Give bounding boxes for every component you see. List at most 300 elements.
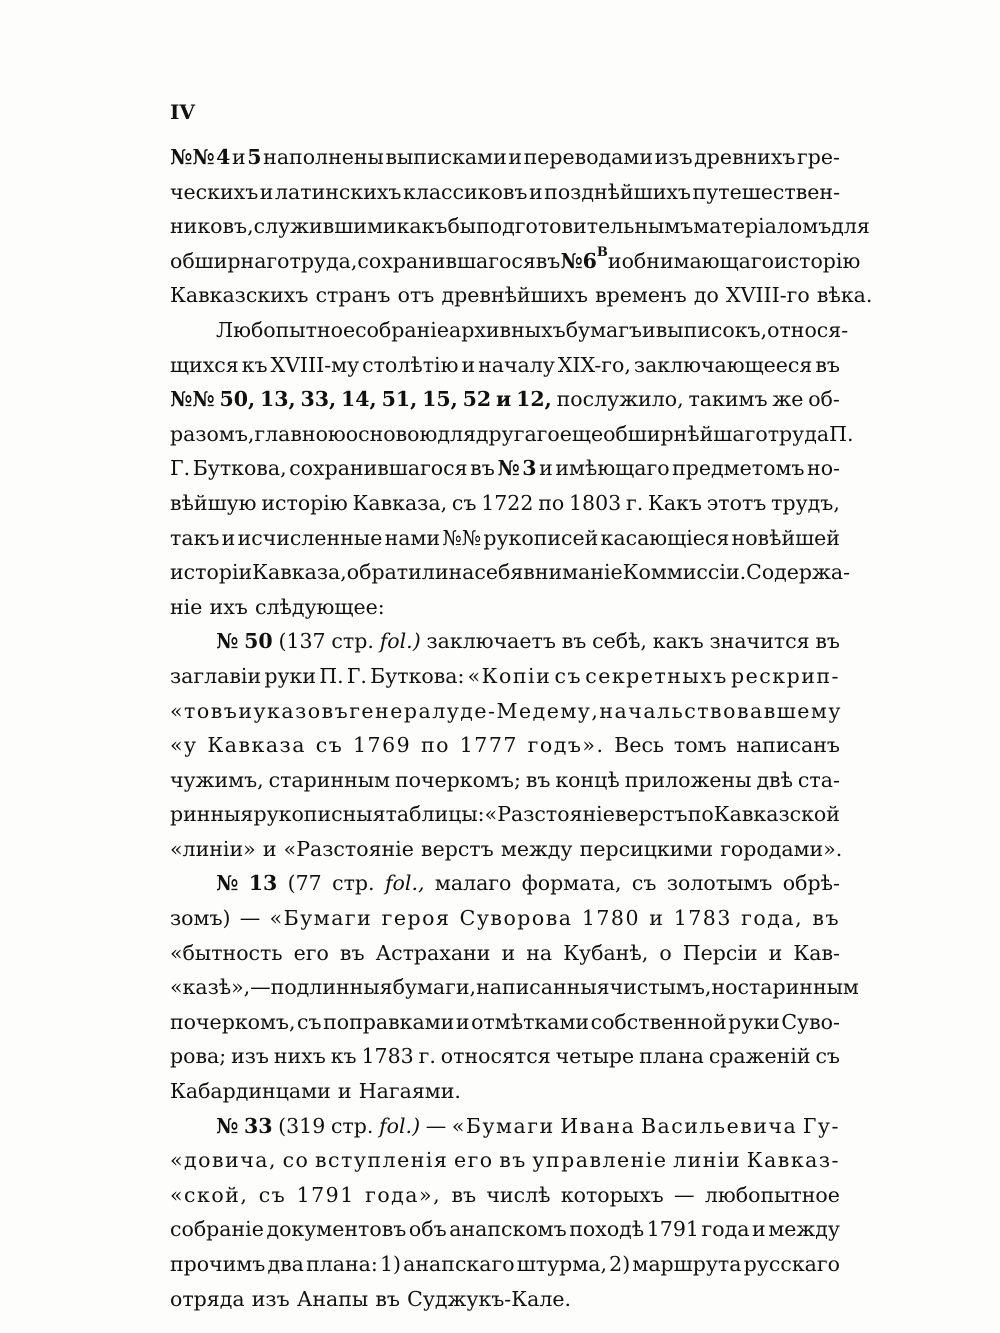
word: «довича, xyxy=(170,1148,278,1173)
word: года», xyxy=(365,1182,442,1207)
word: томъ xyxy=(673,733,727,758)
word: 2) xyxy=(609,1252,631,1276)
word: нами xyxy=(384,525,441,550)
word: г. xyxy=(418,1044,436,1069)
word: поправками xyxy=(323,1009,455,1034)
word: въ xyxy=(815,352,840,377)
text-line xyxy=(170,866,840,901)
word: заключаетъ xyxy=(426,629,556,654)
word: о xyxy=(659,940,672,965)
word: собраніе xyxy=(355,317,449,342)
word: съ xyxy=(315,733,344,758)
word: архивныхъ xyxy=(448,317,566,342)
word: 1783 xyxy=(361,1044,414,1069)
text-line xyxy=(170,694,840,729)
word: № xyxy=(560,248,583,273)
text-line xyxy=(170,728,840,763)
word: въ xyxy=(470,456,495,481)
word: для xyxy=(831,214,870,239)
word: еще xyxy=(559,421,604,446)
word: рова; xyxy=(170,1044,227,1069)
word: наполнены xyxy=(263,145,384,169)
word: по xyxy=(538,490,565,515)
word: какъ xyxy=(652,629,704,654)
word: де-Медему, xyxy=(460,698,600,723)
word: любопытное xyxy=(704,1182,840,1207)
word: бумаги, xyxy=(392,975,477,1000)
text-line xyxy=(170,763,840,798)
word: № xyxy=(216,629,239,654)
word: сраженій xyxy=(708,1044,811,1069)
word: B xyxy=(596,244,608,260)
word: съ xyxy=(297,1009,322,1034)
word: значится xyxy=(709,629,810,654)
word: себя xyxy=(474,560,524,585)
word: исчисленные xyxy=(237,525,383,550)
word: въ xyxy=(535,248,561,273)
word: рукописныя xyxy=(253,802,386,827)
word: «Бумаги xyxy=(451,1113,555,1138)
word: изъ xyxy=(251,1286,290,1311)
word: бы xyxy=(447,214,477,239)
word: Кавказской xyxy=(713,802,840,827)
word: 1791 xyxy=(646,1217,699,1242)
word: такъ xyxy=(170,525,220,550)
word: XVIII-му xyxy=(270,352,360,377)
word: путешествен- xyxy=(692,179,840,204)
word: въ xyxy=(499,1148,527,1173)
word: изъ xyxy=(654,145,693,169)
word: и xyxy=(508,145,523,169)
word: ніе xyxy=(170,594,203,619)
word: и xyxy=(221,525,236,550)
word: къ xyxy=(330,1044,357,1069)
word: золотымъ xyxy=(666,871,773,896)
word: анапскаго xyxy=(403,1252,515,1276)
text-line xyxy=(170,244,861,279)
word: между xyxy=(500,836,573,861)
word: 51, xyxy=(381,387,418,412)
word: и xyxy=(768,940,783,965)
word: и xyxy=(262,836,277,861)
body-text xyxy=(170,140,873,1316)
word: Г. xyxy=(346,663,367,688)
word: почеркомъ; xyxy=(394,767,521,792)
word: и xyxy=(607,248,622,273)
word: героя xyxy=(381,906,451,931)
word: плана: xyxy=(306,1252,378,1276)
text-line xyxy=(170,348,840,383)
word: имѣющаго xyxy=(555,456,670,481)
word: и xyxy=(649,906,665,931)
word: въ xyxy=(561,629,587,654)
text-line xyxy=(170,970,859,1005)
word: начальствовавшему xyxy=(599,698,842,723)
word: вѣка. xyxy=(816,283,873,308)
word: другаго xyxy=(475,421,560,446)
word: управленіе xyxy=(532,1148,668,1173)
word: № xyxy=(216,871,239,896)
text-line xyxy=(170,175,840,210)
word: анапскомъ xyxy=(449,1217,567,1242)
word: между xyxy=(768,1217,840,1242)
word: обрѣ- xyxy=(782,871,840,896)
word: по xyxy=(420,733,450,758)
word: въ xyxy=(525,767,551,792)
word: Гу- xyxy=(802,1113,840,1138)
word: подготовительнымъ xyxy=(476,214,694,239)
text-line xyxy=(170,901,840,936)
word: въ xyxy=(339,940,365,965)
word: этотъ xyxy=(706,490,767,515)
word: бумагъ xyxy=(565,317,643,342)
word: старинным xyxy=(268,767,391,792)
text-line xyxy=(170,451,840,486)
word: два xyxy=(267,1252,304,1276)
word: Васильевича xyxy=(640,1113,798,1138)
text-line xyxy=(170,797,840,832)
word: исторію xyxy=(261,490,348,515)
word: верстъ xyxy=(614,802,688,827)
word: малаго xyxy=(434,871,512,896)
text-line xyxy=(170,590,840,625)
word: Буткова: xyxy=(370,663,465,688)
word: маршрута xyxy=(632,1252,742,1276)
text-line xyxy=(170,832,843,867)
word: предметомъ xyxy=(672,456,805,481)
text-line xyxy=(170,1282,840,1317)
word: 12, xyxy=(516,387,552,412)
word: приложены xyxy=(624,767,752,792)
word: касающіеся xyxy=(600,525,730,550)
word: Какъ xyxy=(648,490,702,515)
word: и xyxy=(539,456,553,481)
word: штурма, xyxy=(516,1252,607,1276)
word: 3 xyxy=(522,456,537,481)
word: щихся xyxy=(170,352,239,377)
word: «ской, xyxy=(170,1182,249,1207)
word: для xyxy=(437,421,476,446)
word: № xyxy=(216,1113,239,1138)
word: началу xyxy=(478,352,555,377)
word: обширнѣйшаго xyxy=(603,421,768,446)
word: такимъ xyxy=(688,387,768,412)
text-line xyxy=(170,1178,840,1213)
word: рескрип- xyxy=(731,663,840,688)
word: (77 xyxy=(287,871,322,896)
word: классиковъ xyxy=(403,179,528,204)
word: 5 xyxy=(247,145,262,169)
word: написанныя xyxy=(476,975,610,1000)
word: Кавказа, xyxy=(252,560,347,585)
word: основою xyxy=(345,421,438,446)
word: служившими xyxy=(253,214,397,239)
word: и xyxy=(232,145,246,169)
word: съ xyxy=(631,871,657,896)
word: со xyxy=(282,1148,310,1173)
word: «Разстояніе xyxy=(283,836,414,861)
word: Коммиссіи. xyxy=(622,560,747,585)
text-line xyxy=(170,140,840,175)
text-line xyxy=(170,1143,840,1178)
word: древнѣйшихъ xyxy=(441,283,588,308)
word: Суджукъ-Кале. xyxy=(407,1286,571,1311)
word: №№ xyxy=(170,145,215,169)
word: fol.) xyxy=(379,629,421,654)
word: обратили xyxy=(346,560,449,585)
word: 50 xyxy=(244,629,273,654)
word: его xyxy=(293,940,329,965)
word: (319 xyxy=(278,1113,326,1138)
text-line xyxy=(170,313,849,348)
word: — xyxy=(239,906,261,931)
word: никовъ, xyxy=(170,214,254,239)
word: «Разстояніе xyxy=(484,802,615,827)
word: старинным xyxy=(737,975,859,1000)
word: — xyxy=(425,1113,447,1138)
word: относя- xyxy=(767,317,849,342)
word: «у xyxy=(170,733,198,758)
text-line xyxy=(170,624,840,659)
word: послужило, xyxy=(556,387,684,412)
word: сохранившагося xyxy=(357,248,536,273)
text-line xyxy=(170,521,840,556)
word: № xyxy=(497,456,520,481)
word: зомъ) xyxy=(170,906,231,931)
word: и xyxy=(337,1079,352,1104)
word: числѣ xyxy=(486,1182,551,1207)
word: въ xyxy=(451,1182,477,1207)
word: себѣ, xyxy=(592,629,647,654)
word: «казѣ»,—подлинныя xyxy=(170,975,393,1000)
word: персицкими xyxy=(579,836,714,861)
word: формата, xyxy=(521,871,622,896)
word: ринныя xyxy=(170,802,254,827)
word: въ xyxy=(375,1286,400,1311)
word: Астрахани xyxy=(375,940,491,965)
word: 14, xyxy=(341,387,377,412)
word: стр. xyxy=(332,871,375,896)
word: главною xyxy=(254,421,346,446)
word: до xyxy=(693,283,719,308)
word: секретныхъ xyxy=(585,663,728,688)
word: русскаго xyxy=(743,1252,840,1276)
word: съ xyxy=(451,490,477,515)
word: новѣйшей xyxy=(731,525,840,550)
word: походѣ xyxy=(569,1217,645,1242)
word: древнихъ xyxy=(694,145,796,169)
text-line xyxy=(170,209,870,244)
text-line xyxy=(170,936,840,971)
word: обширнаго xyxy=(170,248,290,273)
word: годъ». xyxy=(527,733,605,758)
word: матеріаломъ xyxy=(693,214,832,239)
word: позднѣйшихъ xyxy=(544,179,691,204)
word: на xyxy=(526,940,553,965)
word: и xyxy=(455,1009,470,1034)
word: нихъ xyxy=(273,1044,326,1069)
word: таблицы: xyxy=(385,802,485,827)
word: городами». xyxy=(720,836,843,861)
word: заглавіи xyxy=(170,663,262,688)
word: «бытность xyxy=(170,940,283,965)
word: Г. xyxy=(170,456,191,481)
word: 1722 xyxy=(481,490,534,515)
word: отряда xyxy=(170,1286,245,1311)
word: Кав- xyxy=(793,940,840,965)
word: труда xyxy=(767,421,830,446)
word: Содержа- xyxy=(746,560,851,585)
word: XVIII-го xyxy=(726,283,810,308)
word: документовъ xyxy=(266,1217,407,1242)
word: переводами xyxy=(523,145,654,169)
word: гре- xyxy=(797,145,840,169)
word: 33, xyxy=(300,387,337,412)
word: относятся xyxy=(440,1044,551,1069)
word: Кавказа, xyxy=(352,490,448,515)
word: «Бумаги xyxy=(269,906,373,931)
word: Анапы xyxy=(296,1286,369,1311)
page-number: IV xyxy=(170,100,195,124)
word: выписокъ, xyxy=(655,317,768,342)
word: въ xyxy=(815,629,840,654)
word: «линіи» xyxy=(170,836,256,861)
word: написанъ xyxy=(736,733,840,758)
word: стр. xyxy=(330,1113,374,1138)
word: исторію xyxy=(773,248,861,273)
word: двѣ xyxy=(756,767,793,792)
word: трудъ, xyxy=(771,490,840,515)
word: руки xyxy=(264,663,317,688)
word: и xyxy=(461,352,476,377)
text-line xyxy=(170,1212,840,1247)
word: верстъ xyxy=(421,836,494,861)
text-line xyxy=(170,659,840,694)
word: 1783 xyxy=(673,906,732,931)
word: — xyxy=(674,1182,695,1207)
word: заключающееся xyxy=(633,352,813,377)
word: плана xyxy=(639,1044,704,1069)
word: fol., xyxy=(384,871,425,896)
word: Кубанѣ, xyxy=(563,940,649,965)
word: (137 xyxy=(278,629,326,654)
word: 1791 xyxy=(296,1182,355,1207)
word: временъ xyxy=(595,283,687,308)
word: П. xyxy=(319,663,344,688)
word: Кавказскихъ xyxy=(170,283,309,308)
word: почеркомъ, xyxy=(170,1009,296,1034)
word: какъ xyxy=(396,214,448,239)
word: же xyxy=(772,387,804,412)
word: Персіи xyxy=(682,940,758,965)
word: прочимъ xyxy=(170,1252,266,1276)
word: чужимъ, xyxy=(170,767,264,792)
word: но- xyxy=(807,456,840,481)
word: года xyxy=(701,1217,750,1242)
word: 50, xyxy=(219,387,256,412)
word: 33 xyxy=(243,1113,273,1138)
text-line xyxy=(170,1005,840,1040)
word: Весь xyxy=(614,733,665,758)
word: выписками xyxy=(385,145,507,169)
word: слѣдующее: xyxy=(254,594,385,619)
word: вступленія xyxy=(314,1148,449,1173)
word: 1769 xyxy=(353,733,412,758)
word: линіи xyxy=(673,1148,742,1173)
word: г. xyxy=(625,490,644,515)
word: объ xyxy=(408,1217,447,1242)
word: концѣ xyxy=(555,767,620,792)
word: 13, xyxy=(259,387,296,412)
word: и xyxy=(496,387,512,412)
word: руки xyxy=(728,1009,780,1034)
word: указовъ xyxy=(253,698,350,723)
word: вниманіе xyxy=(523,560,623,585)
word: «товъ xyxy=(170,698,239,723)
word: Суво- xyxy=(781,1009,840,1034)
word: сохранившагося xyxy=(289,456,468,481)
word: стр. xyxy=(331,629,374,654)
word: съ xyxy=(815,1044,840,1069)
word: латинскихъ xyxy=(274,179,402,204)
word: съ xyxy=(554,663,583,688)
text-line xyxy=(170,1074,840,1109)
word: «Копіи xyxy=(467,663,552,688)
word: столѣтію xyxy=(362,352,459,377)
word: чистымъ, xyxy=(609,975,712,1000)
text-line xyxy=(170,417,854,452)
word: къ xyxy=(241,352,268,377)
word: 15, xyxy=(422,387,458,412)
word: и xyxy=(238,698,254,723)
word: №№ xyxy=(170,387,215,412)
word: отъ xyxy=(397,283,435,308)
word: изъ xyxy=(231,1044,269,1069)
text-line xyxy=(170,1247,840,1282)
word: 52 xyxy=(462,387,492,412)
word: на xyxy=(448,560,475,585)
word: Суворова xyxy=(459,906,573,931)
word: 1803 xyxy=(569,490,622,515)
word: Нагаями. xyxy=(358,1079,461,1104)
word: странъ xyxy=(315,283,391,308)
word: рукописей xyxy=(483,525,599,550)
word: 1777 xyxy=(459,733,518,758)
word: Буткова, xyxy=(192,456,287,481)
word: 6 xyxy=(582,248,597,273)
word: въ xyxy=(812,906,840,931)
word: обнимающаго xyxy=(621,248,774,273)
word: П. xyxy=(829,421,854,446)
word: генералу xyxy=(349,698,461,723)
text-line xyxy=(170,555,851,590)
word: fol.) xyxy=(379,1113,421,1138)
word: собраніе xyxy=(170,1217,264,1242)
word: года, xyxy=(741,906,804,931)
word: Кабардинцами xyxy=(170,1079,331,1104)
word: №№ xyxy=(442,525,482,550)
word: об- xyxy=(808,387,840,412)
word: ихъ xyxy=(209,594,248,619)
word: 13 xyxy=(248,871,278,896)
word: ческихъ xyxy=(170,179,259,204)
word: XIX-го, xyxy=(557,352,631,377)
word: 1) xyxy=(379,1252,401,1276)
text-line xyxy=(170,486,840,521)
word: Любопытное xyxy=(216,317,356,342)
text-line xyxy=(170,1039,840,1074)
word: и xyxy=(259,179,274,204)
